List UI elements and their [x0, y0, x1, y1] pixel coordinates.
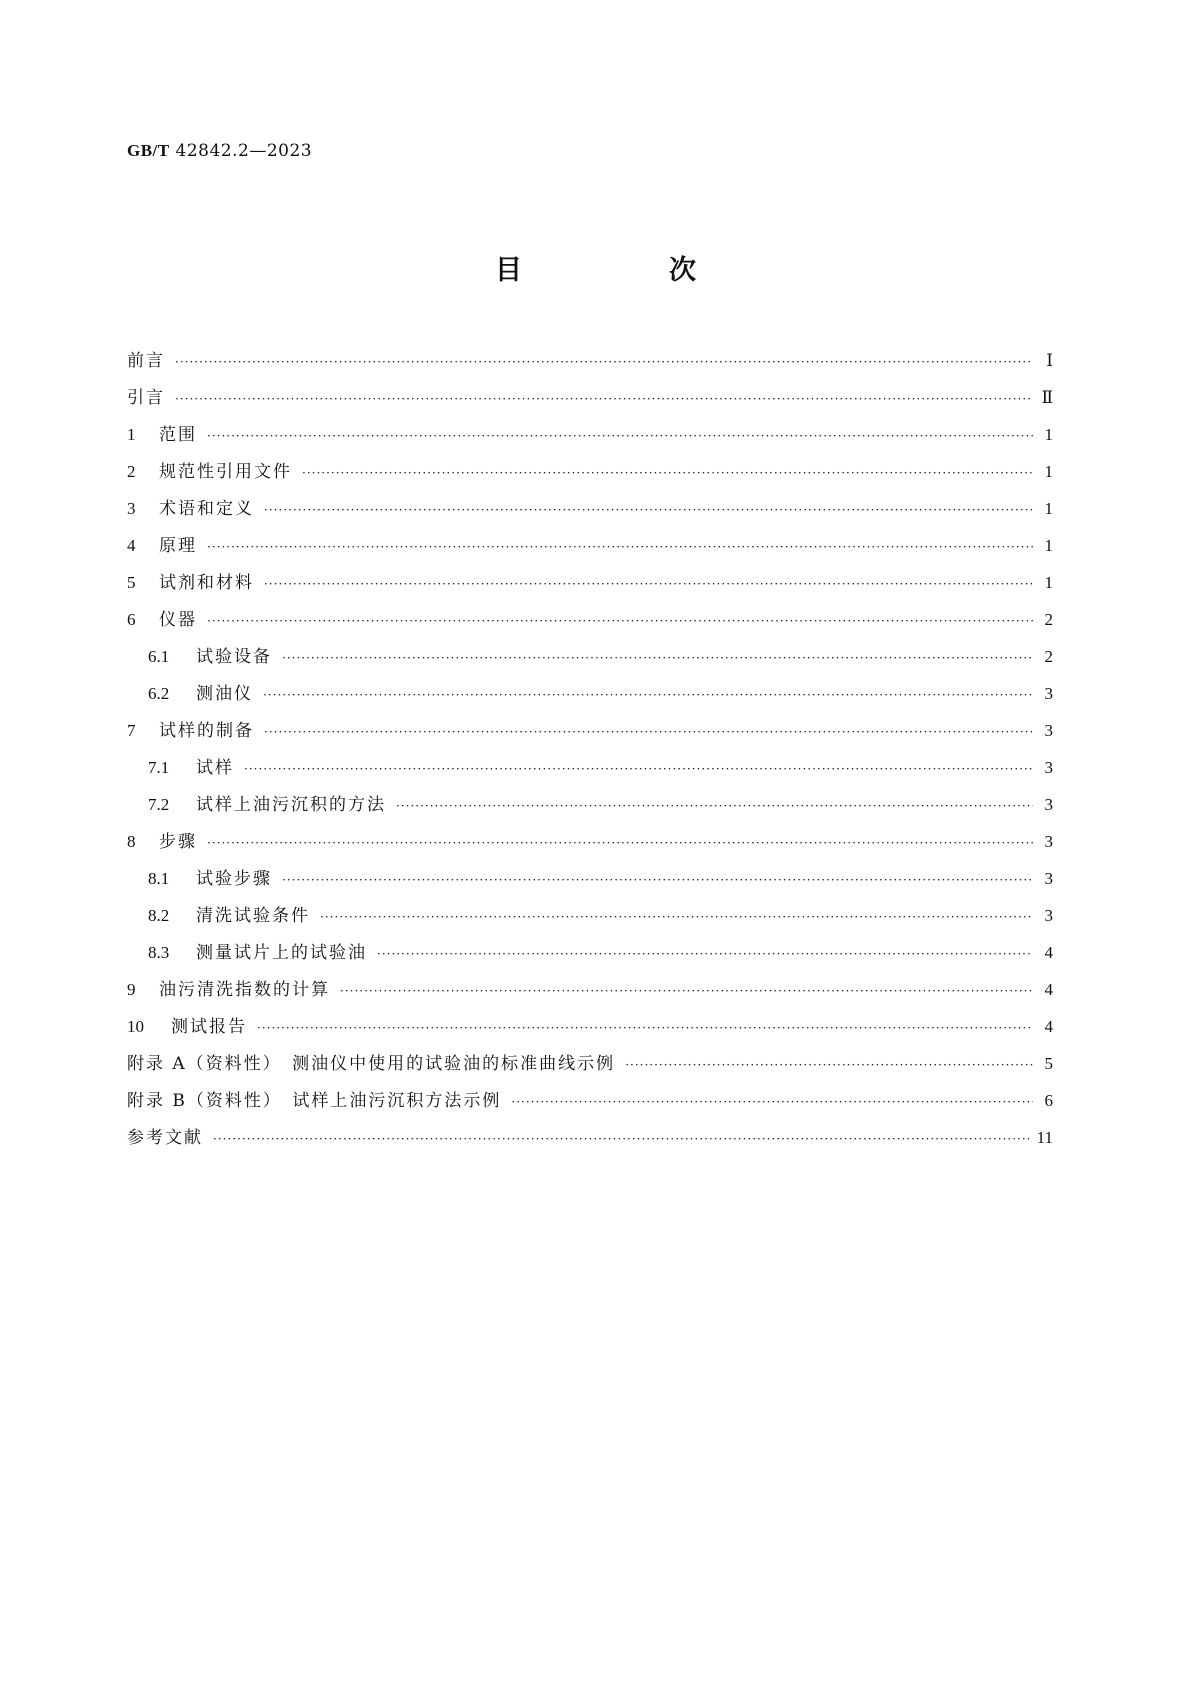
toc-entry[interactable] [127, 564, 1053, 601]
toc-entry-number: 6.1 [148, 647, 170, 666]
toc-leader-dots [264, 714, 1033, 751]
standard-code-prefix: GB/T [127, 141, 170, 160]
toc-leader-dots [244, 751, 1033, 788]
toc-entry[interactable] [127, 971, 1053, 1008]
toc-entry-number: 6.2 [148, 684, 170, 703]
toc-entry-number: 8.3 [148, 943, 170, 962]
toc-leader-dots [207, 825, 1033, 862]
toc-entry[interactable] [127, 379, 1053, 416]
toc-entry-label: 仪器 [159, 610, 197, 630]
toc-entry-page: Ⅱ [1041, 388, 1053, 407]
toc-leader-dots [257, 1010, 1033, 1047]
toc-entry[interactable] [127, 527, 1053, 564]
toc-leader-dots [264, 566, 1033, 603]
toc-entry-page: 1 [1044, 499, 1053, 518]
toc-leader-dots [175, 381, 1033, 418]
toc-leader-dots [320, 899, 1033, 936]
toc-entry-page: 3 [1044, 869, 1053, 888]
toc-entry-page: 3 [1044, 758, 1053, 777]
toc-entry-label: 术语和定义 [159, 499, 254, 519]
toc-entry-number: 1 [127, 425, 136, 444]
page-title: 目 次 [495, 255, 756, 286]
toc-entry-page: 1 [1044, 573, 1053, 592]
toc-entry-number: 10 [127, 1017, 144, 1036]
toc-entry-page: 2 [1044, 610, 1053, 629]
toc-entry-label: 规范性引用文件 [159, 462, 292, 482]
toc-leader-dots [175, 344, 1033, 381]
toc-entry-label: 步骤 [159, 832, 197, 852]
toc-entry-number: 3 [127, 499, 136, 518]
toc-entry-page: 3 [1044, 795, 1053, 814]
toc-entry-number: 6 [127, 610, 136, 629]
toc-entry-number: 4 [127, 536, 136, 555]
toc-entry[interactable] [127, 416, 1053, 453]
toc-entry-label: 前言 [127, 351, 165, 371]
toc-entry-page: 1 [1044, 536, 1053, 555]
toc-entry-page: 2 [1044, 647, 1053, 666]
toc-entry-number: 7 [127, 721, 136, 740]
toc-leader-dots [282, 640, 1033, 677]
toc-entry-number: 2 [127, 462, 136, 481]
toc-entry-label: 范围 [159, 425, 197, 445]
toc-entry[interactable] [127, 675, 1053, 712]
toc-leader-dots [396, 788, 1033, 825]
toc-entry-page: 1 [1044, 425, 1053, 444]
toc-entry-page: 3 [1044, 684, 1053, 703]
toc-entry[interactable] [127, 601, 1053, 638]
toc-entry-page: 3 [1044, 832, 1053, 851]
toc-entry[interactable] [127, 934, 1053, 971]
table-of-contents [127, 342, 1053, 1156]
toc-entry-page: 11 [1036, 1128, 1053, 1147]
toc-entry[interactable] [127, 1045, 1053, 1082]
toc-leader-dots [263, 677, 1033, 714]
toc-leader-dots [340, 973, 1033, 1010]
toc-leader-dots [264, 492, 1033, 529]
toc-entry[interactable] [127, 490, 1053, 527]
toc-entry-label: 试样 [196, 758, 234, 778]
toc-leader-dots [207, 603, 1033, 640]
toc-entry[interactable] [127, 823, 1053, 860]
standard-code [127, 141, 312, 161]
toc-entry[interactable] [127, 1082, 1053, 1119]
toc-entry-label: 油污清洗指数的计算 [159, 980, 330, 1000]
toc-entry-label: 原理 [159, 536, 197, 556]
toc-entry-number: 8.2 [148, 906, 170, 925]
toc-entry-page: 3 [1044, 721, 1053, 740]
toc-leader-dots [282, 862, 1033, 899]
toc-entry[interactable] [127, 638, 1053, 675]
toc-entry-page: 4 [1044, 943, 1053, 962]
toc-entry[interactable] [127, 860, 1053, 897]
toc-entry-label: 试验步骤 [196, 869, 272, 889]
toc-leader-dots [207, 418, 1033, 455]
toc-entry[interactable] [127, 897, 1053, 934]
toc-leader-dots [511, 1084, 1033, 1121]
toc-entry-page: 5 [1044, 1054, 1053, 1073]
toc-entry-number: 9 [127, 980, 136, 999]
toc-entry-label: 测油仪 [196, 684, 253, 704]
toc-entry-page: Ⅰ [1046, 351, 1053, 370]
toc-entry[interactable] [127, 342, 1053, 379]
toc-leader-dots [213, 1121, 1029, 1158]
toc-entry[interactable] [127, 749, 1053, 786]
toc-entry-number: 5 [127, 573, 136, 592]
toc-entry-label: 试剂和材料 [159, 573, 254, 593]
toc-leader-dots [625, 1047, 1033, 1084]
toc-entry[interactable] [127, 712, 1053, 749]
toc-entry-label: 参考文献 [127, 1128, 203, 1148]
toc-entry-label: 试样的制备 [159, 721, 254, 741]
toc-leader-dots [302, 455, 1033, 492]
toc-entry-number: 7.2 [148, 795, 170, 814]
toc-entry-label: 试样上油污沉积的方法 [196, 795, 386, 815]
toc-leader-dots [377, 936, 1033, 973]
toc-entry-page: 4 [1044, 980, 1053, 999]
toc-leader-dots [207, 529, 1033, 566]
toc-entry-label: 试验设备 [196, 647, 272, 667]
toc-entry[interactable] [127, 453, 1053, 490]
toc-entry[interactable] [127, 1008, 1053, 1045]
toc-entry-page: 1 [1044, 462, 1053, 481]
toc-entry-number: 8.1 [148, 869, 170, 888]
toc-entry-label: 附录 B（资料性） 试样上油污沉积方法示例 [127, 1091, 502, 1111]
toc-entry-label: 测试报告 [171, 1017, 247, 1037]
toc-entry[interactable] [127, 1119, 1053, 1156]
toc-entry-number: 7.1 [148, 758, 170, 777]
toc-entry-label: 测量试片上的试验油 [196, 943, 367, 963]
toc-entry-label: 清洗试验条件 [196, 906, 310, 926]
toc-entry-label: 附录 A（资料性） 测油仪中使用的试验油的标准曲线示例 [127, 1054, 616, 1074]
toc-entry[interactable] [127, 786, 1053, 823]
standard-code-number: 42842.2—2023 [175, 141, 313, 161]
toc-entry-page: 4 [1044, 1017, 1053, 1036]
toc-entry-page: 3 [1044, 906, 1053, 925]
toc-entry-number: 8 [127, 832, 136, 851]
toc-entry-page: 6 [1044, 1091, 1053, 1110]
toc-entry-label: 引言 [127, 388, 165, 408]
